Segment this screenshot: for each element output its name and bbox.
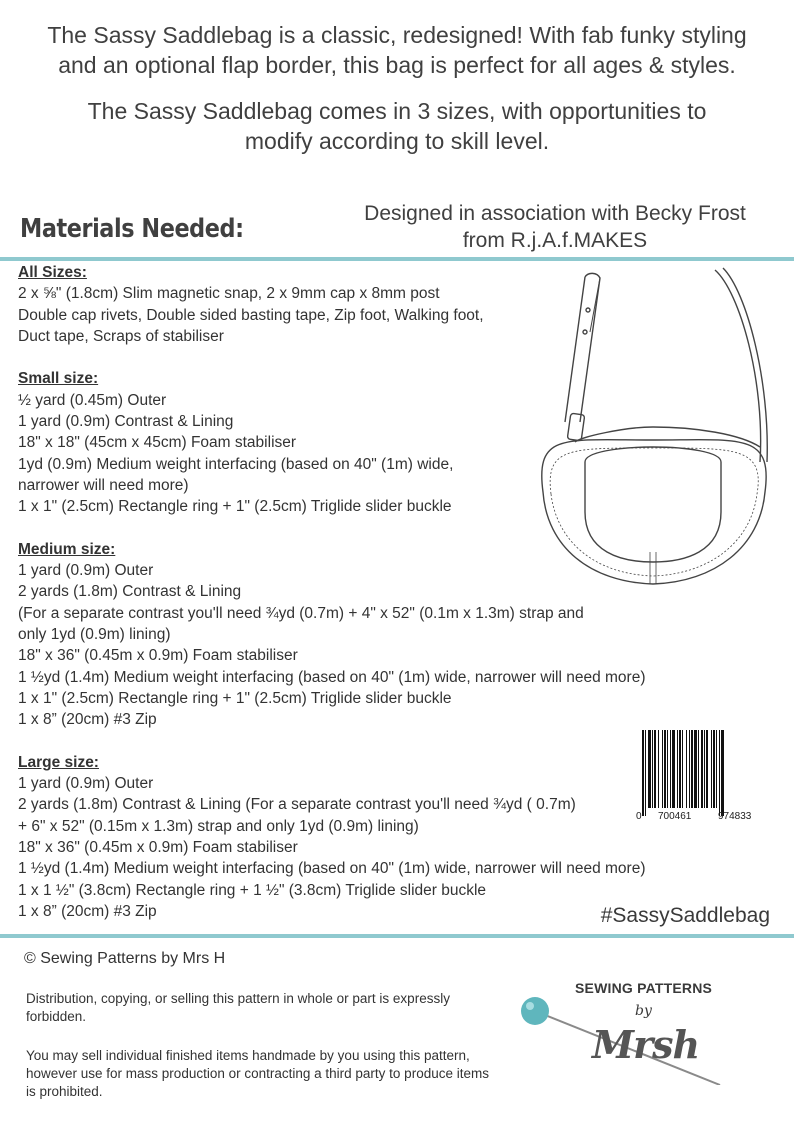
material-line: 1 x 1" (2.5cm) Rectangle ring + 1" (2.5cm) Triglide slider buckle <box>18 689 452 707</box>
material-line: 1 yard (0.9m) Contrast & Lining <box>18 413 234 431</box>
section-title: Small size: <box>18 370 99 388</box>
material-line: 1 x 8” (20cm) #3 Zip <box>18 711 157 729</box>
barcode-bar <box>719 730 720 816</box>
material-line: ½ yard (0.45m) Outer <box>18 391 167 409</box>
barcode-bar <box>672 730 675 808</box>
barcode-bar <box>652 730 653 808</box>
material-line: 1 ½yd (1.4m) Medium weight interfacing (based on 40" (1m) wide, narrower will need more) <box>18 668 646 686</box>
barcode-bar <box>711 730 712 808</box>
materials-heading: Materials Needed: <box>20 214 244 244</box>
barcode-bar <box>645 730 646 816</box>
barcode-digits-mid: 700461 <box>658 811 692 822</box>
material-line: 2 yards (1.8m) Contrast & Lining <box>18 583 242 601</box>
section-title: Large size: <box>18 753 99 771</box>
material-line: 1 x 1 ½" (3.8cm) Rectangle ring + 1 ½" (3.8cm) Triglide slider buckle <box>18 881 487 899</box>
barcode-bar <box>704 730 705 808</box>
barcode-digit-left: 0 <box>636 811 642 822</box>
materials-section <box>18 752 718 922</box>
material-line: 18" x 18" (45cm x 45cm) Foam stabiliser <box>18 434 297 452</box>
logo-name: Mrsh <box>592 1022 700 1067</box>
material-line: 1 ½yd (1.4m) Medium weight interfacing (based on 40" (1m) wide, narrower will need more) <box>18 860 646 878</box>
material-line: 1 x 1" (2.5cm) Rectangle ring + 1" (2.5cm) Triglide slider buckle <box>18 498 452 516</box>
material-line: Double cap rivets, Double sided basting tape, Zip foot, Walking foot, <box>18 306 484 324</box>
intro-paragraph-2 <box>0 96 794 156</box>
barcode-bar <box>716 730 717 808</box>
intro-line: The Sassy Saddlebag comes in 3 sizes, with opportunities to <box>87 98 707 124</box>
barcode-bar <box>670 730 671 808</box>
material-line: 18" x 36" (0.45m x 0.9m) Foam stabiliser <box>18 839 298 857</box>
material-line: 1 x 8” (20cm) #3 Zip <box>18 902 157 920</box>
barcode-bar <box>642 730 644 816</box>
barcode-bar <box>721 730 724 816</box>
logo-by: by <box>635 1003 652 1019</box>
barcode-bar <box>682 730 683 808</box>
intro-line: modify according to skill level. <box>244 128 550 154</box>
intro-line: The Sassy Saddlebag is a classic, redesigned! With fab funky styling <box>47 22 747 48</box>
material-line: 2 yards (1.8m) Contrast & Lining (For a separate contrast you'll need ¾yd ( 0.7m) <box>18 796 576 814</box>
legal-distribution: Distribution, copying, or selling this pattern in whole or part is expressly forbidden. <box>26 991 450 1024</box>
material-line: Duct tape, Scraps of stabiliser <box>18 327 224 345</box>
intro-paragraph-1 <box>0 20 794 80</box>
barcode <box>636 730 776 828</box>
divider-top <box>0 257 794 261</box>
barcode-bar <box>713 730 715 808</box>
barcode-digits-right: 974833 <box>718 811 752 822</box>
material-line: narrower will need more) <box>18 476 189 494</box>
saddlebag-illustration <box>525 262 780 607</box>
material-line: (For a separate contrast you'll need ¾yd (0.7m) + 4" x 52" (0.1m x 1.3m) strap and <box>18 604 584 622</box>
barcode-bar <box>698 730 699 808</box>
barcode-bar <box>662 730 663 808</box>
section-title: All Sizes: <box>18 264 87 281</box>
logo-text: SEWING PATTERNS <box>575 980 713 996</box>
material-line: 1 yard (0.9m) Outer <box>18 562 154 580</box>
barcode-bar <box>694 730 697 808</box>
designed-by-line: Designed in association with Becky Frost <box>364 202 746 225</box>
material-line: 1 yard (0.9m) Outer <box>18 775 154 793</box>
barcode-bar <box>648 730 651 808</box>
barcode-bar <box>701 730 703 808</box>
barcode-bar <box>689 730 690 808</box>
designed-by <box>320 200 790 254</box>
barcode-bar <box>691 730 693 808</box>
barcode-bar <box>686 730 687 808</box>
divider-bottom <box>0 934 794 938</box>
barcode-bar <box>667 730 668 808</box>
material-line: 18" x 36" (0.45m x 0.9m) Foam stabiliser <box>18 647 298 665</box>
material-line: only 1yd (0.9m) lining) <box>18 626 171 644</box>
material-line: 2 x ⅝" (1.8cm) Slim magnetic snap, 2 x 9mm cap x 8mm post <box>18 285 440 303</box>
barcode-bar <box>658 730 659 808</box>
section-title: Medium size: <box>18 540 116 558</box>
barcode-bar <box>664 730 666 808</box>
copyright: © Sewing Patterns by Mrs H <box>24 950 226 967</box>
legal-selling: You may sell individual finished items handmade by you using this pattern, however use for mass production or contracting a third party to produce items is prohibited. <box>26 1048 489 1099</box>
material-line: + 6" x 52" (0.15m x 1.3m) strap and only 1yd (0.9m) lining) <box>18 817 419 835</box>
barcode-bar <box>654 730 656 808</box>
intro-line: and an optional flap border, this bag is perfect for all ages & styles. <box>58 52 736 78</box>
hashtag: #SassySaddlebag <box>600 904 770 927</box>
barcode-bar <box>677 730 678 808</box>
designed-by-line: from R.j.A.f.MAKES <box>462 229 648 252</box>
material-line: 1yd (0.9m) Medium weight interfacing (based on 40" (1m) wide, <box>18 455 454 473</box>
barcode-bar <box>706 730 708 808</box>
barcode-bar <box>679 730 681 808</box>
